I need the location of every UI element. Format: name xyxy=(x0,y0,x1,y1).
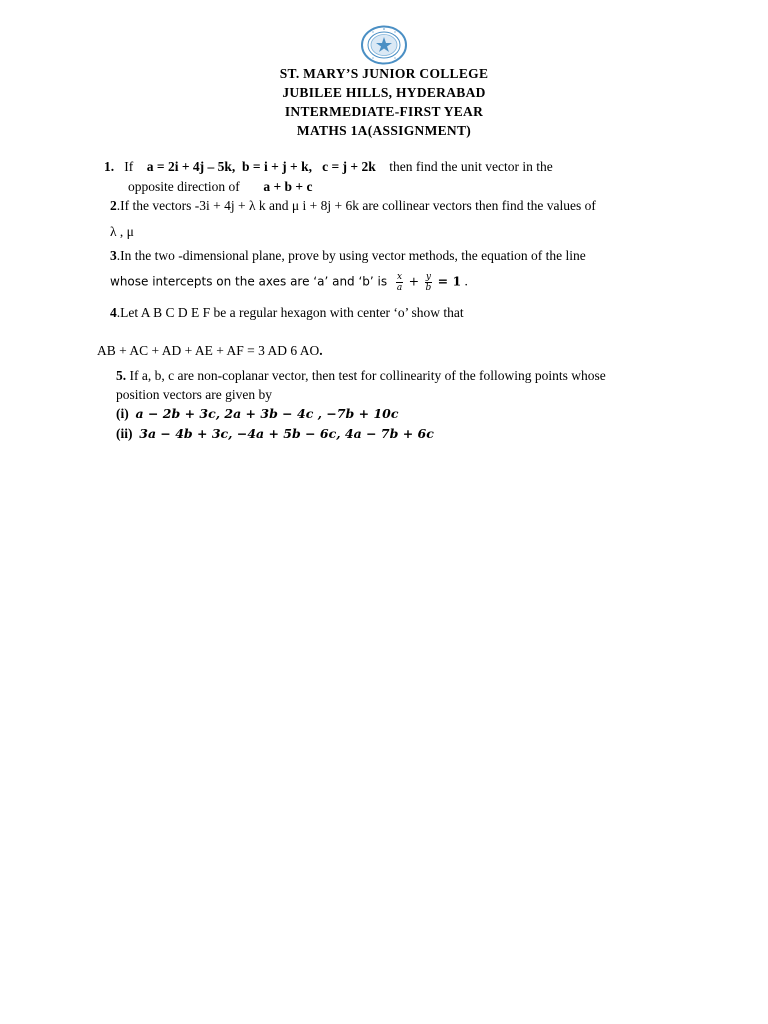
question-1-then-text: then find the unit vector in the xyxy=(389,159,553,174)
question-1-direction-text: opposite direction of xyxy=(128,179,240,194)
question-5-number: 5. xyxy=(116,368,127,383)
question-4-line-1 xyxy=(110,305,464,321)
question-2-line-2 xyxy=(110,224,134,240)
question-3-text: .In the two -dimensional plane, prove by using vector methods, the equation of the line xyxy=(116,248,586,263)
question-4-line-2 xyxy=(97,343,323,359)
question-3-prefix: whose intercepts on the axes are ‘a’ and ‘b’ is xyxy=(110,274,388,289)
question-5-part-1 xyxy=(116,406,398,422)
question-2-line-1 xyxy=(110,198,596,214)
question-3-end: . xyxy=(464,273,468,289)
question-1-line-1 xyxy=(104,159,553,175)
question-3-fraction-x-over-a: $\frac{x}{a}$ xyxy=(396,272,403,293)
question-5-part-2-label: (ii) xyxy=(116,426,133,441)
question-3-line-1 xyxy=(110,248,586,264)
question-5-text-2: position vectors are given by xyxy=(116,387,272,402)
question-4-text: .Let A B C D E F be a regular hexagon with center ‘o’ show that xyxy=(116,305,464,320)
question-3-equals-one: = 1 xyxy=(437,273,462,289)
college-location: JUBILEE HILLS, HYDERABAD xyxy=(282,85,486,100)
question-1-number: 1. xyxy=(104,159,115,174)
question-4-end: . xyxy=(319,343,323,358)
question-5-text: If a, b, c are non-coplanar vector, then test for collinearity of the following points whose xyxy=(126,368,606,383)
question-1-vector-b: b = i + j + k, xyxy=(242,159,312,174)
college-name: ST. MARY’S JUNIOR COLLEGE xyxy=(279,66,489,81)
question-2-number: 2 xyxy=(110,198,117,213)
question-1-if: If xyxy=(124,159,134,174)
question-3-line-2 xyxy=(110,272,468,293)
question-4-equation: AB + AC + AD + AE + AF = 3 AD 6 AO xyxy=(97,343,320,358)
question-1-line-2 xyxy=(128,179,313,195)
question-4-number: 4 xyxy=(110,305,117,320)
question-3-plus: + xyxy=(408,273,420,289)
college-seal-icon xyxy=(361,25,407,65)
question-5-part-2 xyxy=(116,426,434,442)
question-5-part-2-expression: 3a − 4b + 3c, −4a + 5b − 6c, 4a − 7b + 6c xyxy=(139,426,434,441)
question-5-part-1-label: (i) xyxy=(116,406,129,421)
question-3-number: 3 xyxy=(110,248,117,263)
question-1-expression: a + b + c xyxy=(263,179,313,194)
question-3-fraction-y-over-b: $\frac{y}{b}$ xyxy=(425,272,432,293)
question-1-vector-c: c = j + 2k xyxy=(322,159,376,174)
assignment-title: MATHS 1A(ASSIGNMENT) xyxy=(296,123,472,138)
question-5-line-2 xyxy=(116,387,272,403)
question-5-part-1-expression: a − 2b + 3c, 2a + 3b − 4c , −7b + 10c xyxy=(135,406,399,421)
course-year: INTERMEDIATE-FIRST YEAR xyxy=(284,104,484,119)
question-1-vector-a: a = 2i + 4j – 5k, xyxy=(146,159,236,174)
question-2-variables: λ , μ xyxy=(110,224,134,239)
question-2-text: .If the vectors -3i + 4j + λ k and μ i + 8j + 6k are collinear vectors then find the values of xyxy=(116,198,596,213)
question-5-line-1 xyxy=(116,368,606,384)
